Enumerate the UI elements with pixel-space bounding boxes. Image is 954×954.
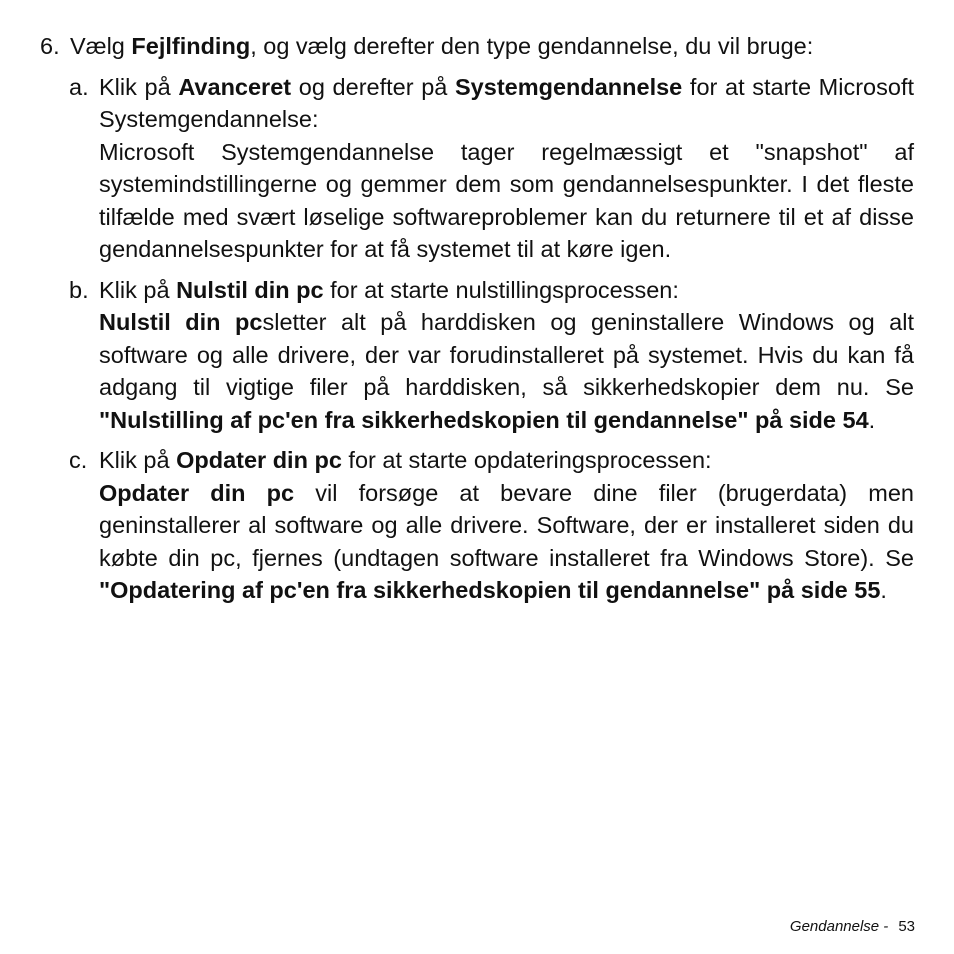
substep-letter: b.	[69, 276, 89, 303]
desc-b-period: .	[868, 406, 876, 433]
desc-c-bold: Opdater din pc	[99, 479, 295, 506]
instr-b-text: Klik på	[99, 276, 177, 303]
substep-b-instruction	[99, 274, 914, 307]
instr-c-bold: Opdater din pc	[176, 447, 342, 473]
step-text-c: , og vælg derefter den type gendannelse, du vil bruge:	[250, 33, 814, 59]
instr-a-bold-1: Avanceret	[178, 73, 292, 100]
instr-b-bold: Nulstil din pc	[176, 276, 324, 303]
substep-c	[0, 444, 914, 607]
desc-c-text: vil forsøge at bevare dine filer (brugerdata) men geninstallerer al software og alle drivere. Software, der er installeret siden du købte din pc, fjernes (undtagen software installeret fra Windows Store). Se	[99, 479, 915, 571]
document-body	[0, 30, 954, 607]
instr-a-bold-2: Systemgendannelse	[455, 73, 683, 100]
substep-a-description: Microsoft Systemgendannelse tager regelmæssigt et "snapshot" af systemindstillingerne og gemmer dem som gendannelsespunkter. I det fleste tilfælde med svært løselige softwareproblemer kan du returnere til et af disse gendannelsespunkter for at få systemet til at køre igen.	[99, 138, 914, 262]
substep-letter: a.	[69, 73, 89, 100]
cross-reference-link[interactable]: "Opdatering af pc'en fra sikkerhedskopien til gendannelse" på side 55	[99, 577, 881, 603]
page-footer	[790, 917, 915, 937]
instr-c-text-2: for at starte opdateringsprocessen:	[341, 447, 712, 473]
substep-c-instruction	[99, 444, 914, 477]
instr-a-text-3: for at starte Microsoft Systemgendannelse:	[99, 73, 914, 132]
desc-b-text: sletter alt på harddisken og geninstallere Windows og alt software og alle drivere, der var forudinstalleret på systemet. Hvis du kan få adgang til vigtige filer på harddisken, så sikkerhedskopier dem nu. Se	[99, 309, 915, 400]
step-text-a: Vælg	[70, 33, 132, 59]
step-text-bold: Fejlfinding	[131, 33, 251, 59]
substep-b	[0, 274, 914, 437]
footer-section: Gendannelse -	[789, 918, 889, 935]
desc-b-bold: Nulstil din pc	[99, 309, 263, 335]
substep-c-description	[99, 477, 914, 607]
instr-c-text: Klik på	[99, 447, 177, 473]
instr-a-text-2: og derefter på	[291, 73, 455, 100]
substep-a-instruction	[99, 71, 914, 136]
cross-reference-link[interactable]: "Nulstilling af pc'en fra sikkerhedskopien til gendannelse" på side 54	[99, 406, 869, 433]
substep-a	[0, 71, 914, 266]
desc-c-period: .	[880, 577, 887, 603]
page-number: 53	[898, 918, 915, 935]
step-6	[0, 30, 914, 63]
step-number: 6.	[40, 33, 60, 59]
instr-b-text-2: for at starte nulstillingsprocessen:	[323, 276, 679, 303]
substep-b-description	[99, 306, 914, 436]
instr-a-text: Klik på	[99, 73, 179, 100]
step-text	[70, 33, 813, 59]
substep-letter: c.	[69, 447, 88, 473]
